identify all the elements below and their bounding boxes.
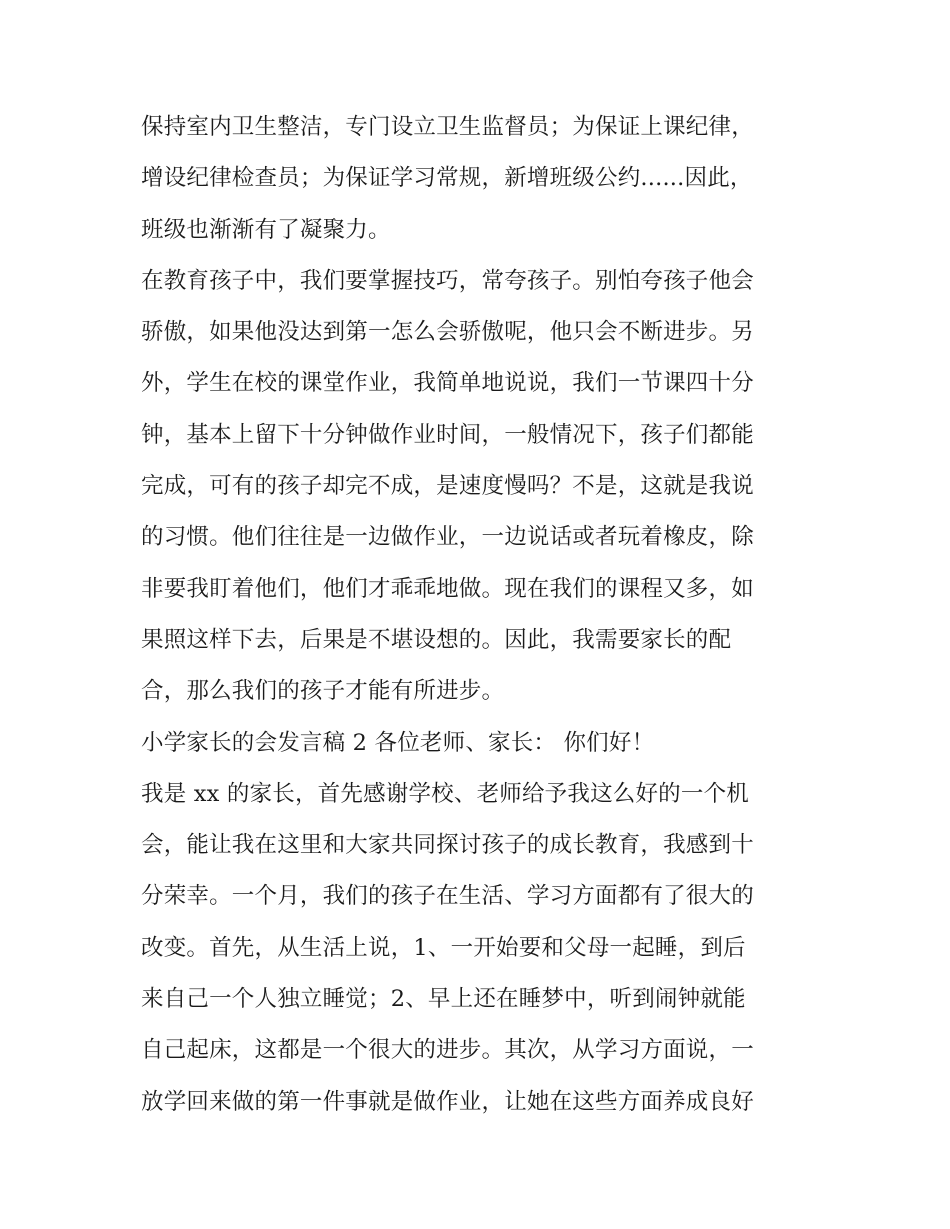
text-line: 在教育孩子中，我们要掌握技巧，常夸孩子。别怕夸孩子他会 [141,267,754,294]
text-line: 我是 xx 的家长，首先感谢学校、老师给予我这么好的一个机 [141,780,749,807]
text-line: 保持室内卫生整洁，专门设立卫生监督员；为保证上课纪律， [141,114,754,140]
text-line: 外，学生在校的课堂作业，我简单地说说，我们一节课四十分 [141,370,754,397]
text-line: 合，那么我们的孩子才能有所进步。 [141,678,505,705]
text-line: 改变。首先，从生活上说，1、一开始要和父母一起睡，到后 [141,934,746,961]
text-line: 班级也渐渐有了凝聚力。 [141,216,391,243]
text-line: 钟，基本上留下十分钟做作业时间，一般情况下，孩子们都能 [141,421,754,448]
text-line: 完成，可有的孩子却完不成，是速度慢吗？不是，这就是我说 [141,473,754,500]
text-line: 会，能让我在这里和大家共同探讨孩子的成长教育，我感到十 [141,832,754,859]
text-line: 的习惯。他们往往是一边做作业，一边说话或者玩着橡皮，除 [141,524,754,551]
text-line: 骄傲，如果他没达到第一怎么会骄傲呢，他只会不断进步。另 [141,319,754,346]
text-line: 自己起床，这都是一个很大的进步。其次，从学习方面说，一 [141,1037,754,1064]
section-heading-line: 小学家长的会发言稿 2 各位老师、家长： 你们好！ [141,729,655,756]
text-line: 来自己一个人独立睡觉；2、早上还在睡梦中，听到闹钟就能 [141,986,746,1013]
text-line: 增设纪律检查员；为保证学习常规，新增班级公约......因此， [141,165,753,192]
text-line: 分荣幸。一个月，我们的孩子在生活、学习方面都有了很大的 [141,883,754,910]
text-line: 非要我盯着他们，他们才乖乖地做。现在我们的课程又多，如 [141,575,754,602]
text-line: 果照这样下去，后果是不堪设想的。因此，我需要家长的配 [141,626,732,653]
document-body [141,102,816,1128]
text-line: 放学回来做的第一件事就是做作业，让她在这些方面养成良好 [141,1088,754,1115]
